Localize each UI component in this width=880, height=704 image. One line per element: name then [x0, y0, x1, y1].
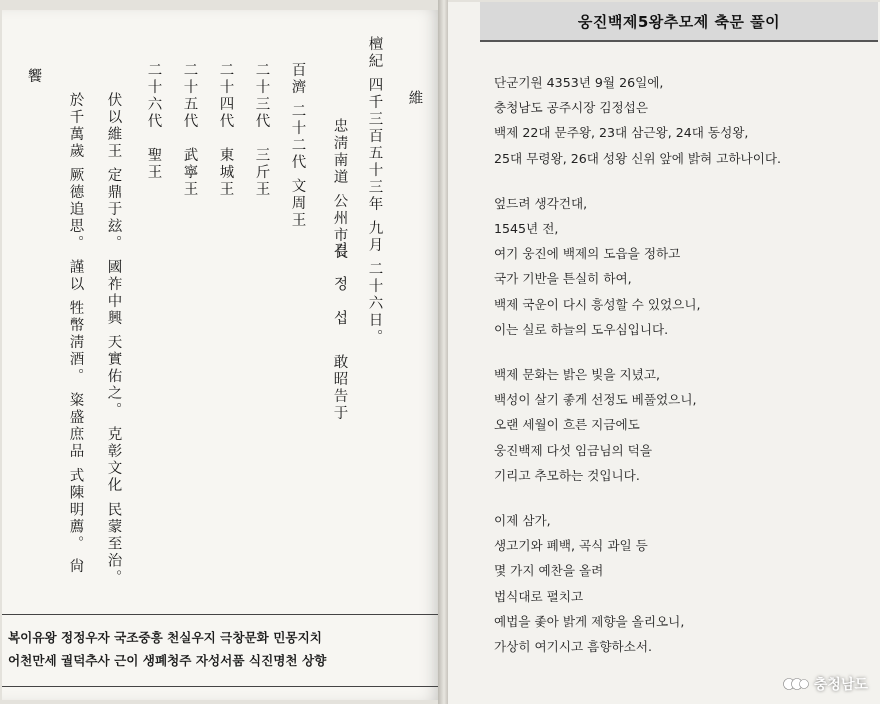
left-page	[2, 10, 438, 700]
translation-line: 이는 실로 하늘의 도우심입니다.	[494, 321, 669, 337]
translation-line: 몇 가지 예찬을 올려	[494, 563, 604, 579]
summary-top-rule	[2, 614, 438, 615]
translation-line: 백제 문화는 밝은 빛을 지녔고,	[494, 367, 661, 383]
vertical-column-4: 百濟 二十二代 文周王	[289, 62, 306, 230]
translation-line: 엎드려 생각건대,	[494, 195, 588, 211]
vertical-column-10: 於千萬歲 厥德追思。 謹以 牲幣淸酒。 粢盛庶品 式陳明薦。	[67, 92, 84, 553]
translation-line: 법식대로 펼치고	[494, 588, 584, 604]
watermark	[783, 674, 868, 694]
page-title: 웅진백제5왕추모제 축문 풀이	[577, 12, 781, 31]
vertical-column-2: 檀紀 四千三百五十三年 九月 二十六日。	[366, 36, 383, 347]
hangul-reading-line-2: 어천만세 궐덕추사 근이 생폐청주 자성서품 식진명천 상향	[8, 653, 327, 668]
book-spine	[438, 0, 448, 704]
report-phrase: 敢昭告于	[331, 354, 348, 422]
translation-line: 생고기와 폐백, 곡식 과일 등	[494, 538, 648, 554]
summary-bottom-rule	[2, 686, 438, 687]
paragraph-gap	[494, 488, 781, 508]
translation-line: 오랜 세월이 흐른 지금에도	[494, 417, 640, 433]
translation-line: 충청남도 공주시장 김정섭은	[494, 100, 648, 116]
page-header	[480, 2, 878, 42]
vertical-column-8: 二十六代 聖王	[145, 62, 162, 181]
vertical-column-3: 忠淸南道 公州市長	[331, 118, 348, 262]
translation-line: 여기 웅진에 백제의 도읍을 정하고	[494, 246, 681, 262]
hangul-reading-band	[8, 626, 432, 672]
mayor-name-hangul: 김 정 섭	[331, 242, 348, 327]
vertical-column-9: 伏以維王 定鼎于玆。 國祚中興 天實佑之。 克彰文化 民蒙至治。	[105, 92, 122, 587]
vertical-column-7: 二十五代 武寧王	[181, 62, 198, 198]
translation-line: 단군기원 4353년 9월 26일에,	[494, 75, 664, 90]
translation-line: 이제 삼가,	[494, 513, 551, 529]
translation-line: 1545년 전,	[494, 221, 559, 237]
chungnam-logo-icon	[783, 676, 809, 692]
paragraph-gap	[494, 342, 781, 362]
translation-line: 웅진백제 다섯 임금님의 덕을	[494, 442, 652, 458]
translation-line: 백제 22대 문주왕, 23대 삼근왕, 24대 동성왕,	[494, 125, 749, 141]
translation-line: 국가 기반을 튼실히 하여,	[494, 271, 632, 287]
paragraph-gap	[494, 171, 781, 191]
vertical-column-6: 二十四代 東城王	[217, 62, 234, 198]
translation-line: 백제 국운이 다시 흥성할 수 있었으니,	[494, 296, 701, 312]
honor-mark: 尙	[67, 558, 84, 575]
right-page	[448, 2, 880, 704]
translation-body	[494, 70, 781, 659]
translation-line: 백성이 살기 좋게 선정도 베풀었으니,	[494, 392, 697, 408]
translation-line: 기리고 추모하는 것입니다.	[494, 467, 640, 483]
vertical-column-11: 饗	[25, 68, 42, 85]
vertical-column-1: 維	[406, 90, 423, 107]
vertical-column-5: 二十三代 三斤王	[253, 62, 270, 198]
translation-line: 가상히 여기시고 흠향하소서.	[494, 639, 652, 655]
translation-line: 25대 무령왕, 26대 성왕 신위 앞에 밝혀 고하나이다.	[494, 150, 782, 166]
translation-line: 예법을 좇아 밝게 제향을 올리오니,	[494, 613, 685, 629]
watermark-text: 충청남도	[813, 677, 868, 693]
hangul-reading-line-1: 복이유왕 정정우자 국조중흥 천실우지 극창문화 민몽지치	[8, 630, 322, 645]
